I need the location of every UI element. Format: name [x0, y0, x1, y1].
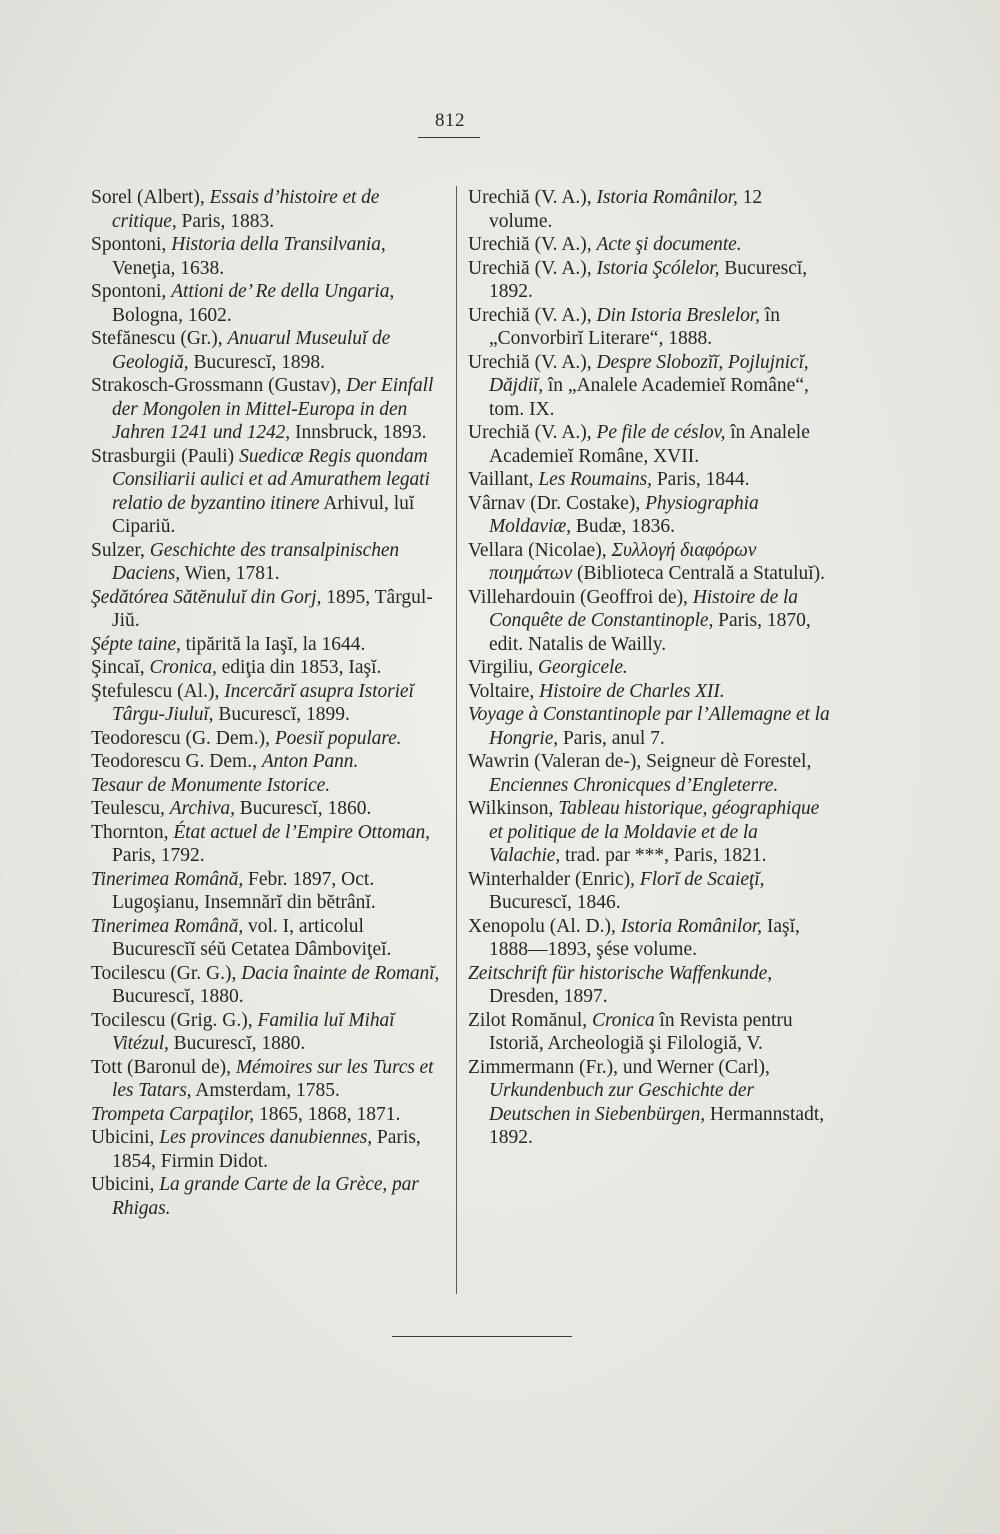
entry-title: Enciennes Chronicques d’Engleterre.: [489, 774, 779, 796]
entry-author: Spontoni,: [91, 281, 167, 302]
bibliography-entry: [468, 797, 830, 868]
bibliography-left-column: [91, 186, 446, 1220]
page-number-rule: [418, 137, 480, 138]
entry-publication: 1895, Târgul-Jiŭ.: [112, 586, 433, 631]
entry-publication: Innsbruck, 1893.: [294, 422, 427, 443]
entry-publication: Budæ, 1836.: [575, 516, 675, 537]
bibliography-entry: [468, 351, 830, 422]
bibliography-entry: [91, 586, 446, 633]
entry-title: Trompeta Carpaţilor,: [91, 1103, 255, 1125]
entry-title: Cronica,: [149, 657, 217, 678]
bibliography-entry: [91, 1103, 446, 1127]
entry-title: Istoria Şcólelor,: [596, 257, 720, 279]
entry-title: Poesiĭ populare.: [274, 727, 402, 749]
entry-publication: Bucurescĭ, 1860.: [239, 798, 372, 819]
end-rule: [392, 1336, 572, 1337]
entry-publication: Wien, 1781.: [184, 563, 280, 584]
entry-author: Teodorescu G. Dem.,: [91, 751, 257, 772]
entry-title: Pe file de céslov,: [596, 422, 726, 443]
bibliography-entry: [91, 186, 446, 233]
entry-author: Tocilescu (Grig. G.),: [91, 1009, 253, 1031]
entry-author: Ştefulescu (Al.),: [91, 680, 220, 702]
bibliography-entry: [91, 727, 446, 751]
entry-author: Ubicini,: [91, 1127, 155, 1148]
page-number: 812: [435, 110, 465, 131]
bibliography-entry: [468, 915, 830, 962]
entry-title: Istoria Românilor,: [596, 187, 738, 208]
entry-title: Despre Slobozĭĭ, Pojlujnicĭ, Dăjdiĭ,: [489, 351, 809, 396]
entry-title: Dacia înainte de Romanĭ,: [241, 962, 440, 984]
entry-title: Zeitschrift für historische Waffenkunde,: [468, 962, 773, 984]
entry-publication: Amsterdam, 1785.: [195, 1080, 340, 1101]
entry-author: Vaillant,: [468, 469, 534, 490]
entry-publication: Bucurescĭ, 1880.: [173, 1033, 306, 1054]
entry-publication: Iaşĭ, 1888—1893, şése volume.: [489, 915, 800, 960]
bibliography-entry: [468, 703, 830, 750]
bibliography-entry: [468, 492, 830, 539]
bibliography-right-column: [468, 186, 830, 1150]
bibliography-entry: [468, 468, 830, 492]
bibliography-entry: [468, 1009, 830, 1056]
entry-title: Voyage à Constantinople par l’Allemagne et la Hongrie,: [468, 704, 830, 749]
bibliography-entry: [91, 750, 446, 774]
entry-publication: Arhivul, luĭ Cipariŭ.: [112, 492, 415, 537]
bibliography-entry: [91, 233, 446, 280]
bibliography-entry: [468, 962, 830, 1009]
entry-title: Attioni de’ Re della Ungaria,: [171, 281, 395, 302]
entry-publication: trad. par ***, Paris, 1821.: [565, 845, 767, 866]
entry-publication: Bucurescĭ, 1880.: [112, 986, 244, 1007]
entry-author: Urechiă (V. A.),: [468, 257, 592, 279]
entry-author: Tocilescu (Gr. G.),: [91, 962, 237, 984]
entry-title: Florĭ de Scaieţĭ,: [639, 868, 765, 890]
entry-title: Geschichte des transalpinischen Daciens,: [112, 539, 400, 584]
bibliography-entry: [468, 750, 830, 797]
bibliography-entry: [91, 797, 446, 821]
entry-title: Istoria Românilor,: [620, 915, 762, 937]
entry-title: Anton Pann.: [261, 751, 359, 772]
entry-publication: vol. I, articolul Bucurescĭĭ séŭ Cetatea Dâmboviţeĭ.: [112, 915, 392, 960]
entry-publication: în Revista pentru Istoriă, Archeologiă şi Filologiă, V.: [489, 1009, 793, 1054]
entry-title: Essais d’histoire et de critique,: [112, 187, 380, 232]
bibliography-entry: [91, 962, 446, 1009]
bibliography-entry: [91, 327, 446, 374]
bibliography-entry: [91, 633, 446, 657]
entry-author: Spontoni,: [91, 234, 167, 255]
entry-author: Zilot Romănul,: [468, 1009, 588, 1031]
entry-author: Urechiă (V. A.),: [468, 351, 592, 373]
entry-author: Voltaire,: [468, 680, 535, 702]
entry-author: Teulescu,: [91, 798, 165, 819]
bibliography-entry: [91, 1009, 446, 1056]
entry-publication: Febr. 1897, Oct. Lugoşianu, Insemnărĭ din bĕtrânĭ.: [112, 868, 376, 913]
entry-publication: Paris, 1883.: [181, 210, 275, 232]
entry-title: Der Einfall der Mongolen in Mittel-Europa in den Jahren 1241 und 1242,: [112, 375, 434, 443]
entry-title: Les Roumains,: [538, 469, 652, 490]
entry-title: Şedătórea Sătĕnuluĭ din Gorj,: [91, 586, 322, 608]
entry-author: Wawrin (Valeran de-), Seigneur dè Forestel,: [468, 751, 812, 772]
entry-publication: Paris, 1844.: [656, 469, 750, 490]
entry-author: Vârnav (Dr. Costake),: [468, 492, 641, 514]
entry-author: Urechiă (V. A.),: [468, 187, 592, 208]
entry-author: Winterhalder (Enric),: [468, 868, 636, 890]
entry-author: Stefănescu (Gr.),: [91, 328, 223, 349]
entry-publication: Paris, anul 7.: [562, 727, 665, 749]
entry-publication: Bucurescĭ, 1892.: [489, 257, 808, 302]
entry-author: Vellara (Nicolae),: [468, 539, 607, 561]
entry-publication: Bucurescĭ, 1899.: [218, 704, 350, 725]
entry-title: Suedicæ Regis quondam Consiliarii aulici et ad Amurathem legati relatio de byzantino itinere: [112, 445, 430, 514]
entry-title: Cronica: [592, 1009, 655, 1031]
entry-publication: (Biblioteca Centrală a Statuluĭ).: [577, 563, 826, 584]
entry-publication: Hermannstadt, 1892.: [489, 1103, 825, 1148]
bibliography-entry: [468, 186, 830, 233]
entry-publication: Dresden, 1897.: [489, 986, 608, 1007]
entry-title: Din Istoria Breslelor,: [596, 304, 760, 326]
entry-title: La grande Carte de la Grèce, par Rhigas.: [112, 1174, 419, 1219]
bibliography-entry: [91, 374, 446, 445]
entry-author: Sulzer,: [91, 539, 145, 561]
entry-author: Xenopolu (Al. D.),: [468, 915, 616, 937]
entry-publication: Veneţia, 1638.: [112, 257, 225, 279]
entry-title: Tinerimea Română,: [91, 868, 244, 890]
entry-publication: 12 volume.: [489, 187, 763, 232]
bibliography-entry: [468, 868, 830, 915]
entry-publication: ediţia din 1853, Iaşĭ.: [221, 657, 382, 678]
entry-title: Acte şi documente.: [596, 234, 742, 255]
entry-title: Mémoires sur les Turcs et les Tatars,: [112, 1056, 434, 1101]
entry-publication: tipărită la Iaşĭ, la 1644.: [185, 633, 366, 655]
bibliography-entry: [91, 1126, 446, 1173]
entry-title: Familia luĭ Mihaĭ Vitézul,: [112, 1009, 395, 1054]
entry-publication: în „Convorbirĭ Literare“, 1888.: [489, 304, 780, 349]
entry-title: Tinerimea Română,: [91, 915, 244, 937]
entry-author: Strasburgii (Pauli): [91, 445, 235, 467]
bibliography-entry: [91, 821, 446, 868]
bibliography-entry: [91, 539, 446, 586]
bibliography-entry: [91, 1056, 446, 1103]
bibliography-entry: [468, 421, 830, 468]
bibliography-entry: [91, 280, 446, 327]
bibliography-entry: [468, 304, 830, 351]
entry-author: Teodorescu (G. Dem.),: [91, 727, 270, 749]
entry-author: Villehardouin (Geoffroi de),: [468, 586, 688, 608]
bibliography-entry: [91, 680, 446, 727]
entry-publication: Paris, 1792.: [112, 845, 205, 866]
entry-publication: Bucurescĭ, 1898.: [193, 351, 326, 373]
bibliography-entry: [468, 586, 830, 657]
entry-author: Virgiliu,: [468, 657, 534, 678]
entry-title: Les provinces danubiennes,: [159, 1127, 373, 1148]
entry-author: Strakosch-Grossmann (Gustav),: [91, 375, 342, 396]
entry-author: Urechiă (V. A.),: [468, 304, 592, 326]
entry-author: Sorel (Albert),: [91, 187, 205, 208]
entry-author: Ubicini,: [91, 1174, 155, 1195]
entry-author: Wilkinson,: [468, 798, 554, 819]
entry-publication: în „Analele Academieĭ Române“, tom. IX.: [489, 375, 809, 420]
entry-title: Tesaur de Monumente Istorice.: [91, 774, 331, 796]
bibliography-entry: [91, 774, 446, 798]
bibliography-entry: [91, 915, 446, 962]
entry-author: Thornton,: [91, 821, 169, 843]
bibliography-entry: [468, 257, 830, 304]
bibliography-entry: [91, 656, 446, 680]
bibliography-entry: [468, 1056, 830, 1150]
bibliography-entry: [91, 445, 446, 539]
entry-author: Urechiă (V. A.),: [468, 422, 592, 443]
entry-publication: Paris, 1854, Firmin Didot.: [112, 1127, 421, 1172]
entry-author: Zimmermann (Fr.), und Werner (Carl),: [468, 1056, 770, 1078]
entry-title: Urkundenbuch zur Geschichte der Deutschen in Siebenbürgen,: [489, 1080, 754, 1125]
entry-author: Tott (Baronul de),: [91, 1056, 231, 1078]
bibliography-entry: [91, 1173, 446, 1220]
entry-title: Histoire de Charles XII.: [539, 680, 725, 702]
entry-title: Şépte taine,: [91, 633, 181, 655]
entry-author: Şincaĭ,: [91, 657, 145, 678]
entry-publication: în Analele Academieĭ Române, XVII.: [489, 422, 810, 467]
entry-publication: Bologna, 1602.: [112, 304, 232, 326]
entry-title: Anuarul Museuluĭ de Geologiă,: [112, 328, 391, 373]
bibliography-entry: [468, 233, 830, 257]
bibliography-entry: [91, 868, 446, 915]
bibliography-entry: [468, 680, 830, 704]
entry-title: Physiographia Moldaviæ,: [489, 492, 759, 537]
entry-publication: 1865, 1868, 1871.: [258, 1103, 401, 1125]
entry-publication: Bucurescĭ, 1846.: [489, 892, 621, 913]
entry-title: Incercărĭ asupra Istorieĭ Târgu-Jiuluĭ,: [112, 680, 414, 725]
entry-author: Urechiă (V. A.),: [468, 234, 592, 255]
entry-title: État actuel de l’Empire Ottoman,: [173, 821, 430, 843]
entry-title: Georgicele.: [537, 657, 628, 678]
column-divider: [456, 186, 457, 1294]
entry-title: Tableau historique, géographique et politique de la Moldavie et de la Valachie,: [489, 798, 820, 866]
entry-title: Archiva,: [169, 798, 235, 819]
entry-title: Συλλογή διαφόρων ποιημάτων: [489, 539, 757, 584]
entry-title: Historia della Transilvania,: [171, 234, 386, 255]
entry-publication: Paris, 1870, edit. Natalis de Wailly.: [489, 610, 811, 655]
bibliography-entry: [468, 656, 830, 680]
entry-title: Histoire de la Conquête de Constantinople,: [489, 586, 798, 631]
bibliography-entry: [468, 539, 830, 586]
